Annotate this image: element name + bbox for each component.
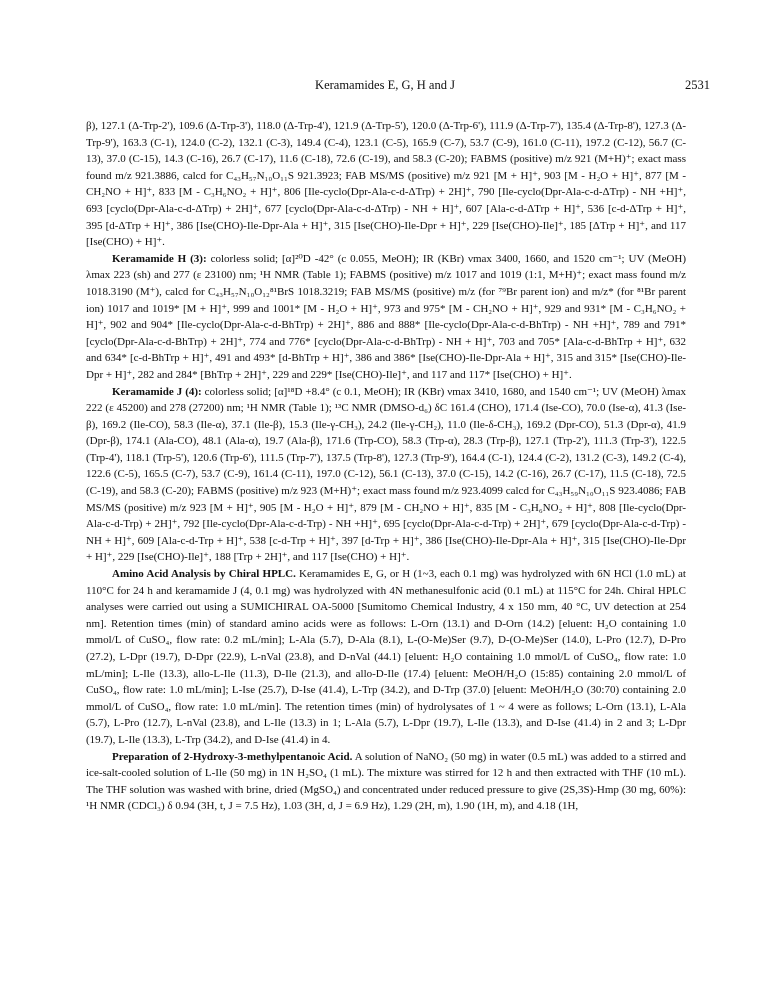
paragraph-keramamide-j [86,384,686,567]
page-number: 2531 [685,78,710,92]
body-text [86,118,686,815]
paragraph-heading: Keramamide J (4): [112,385,202,398]
paragraph-heading: Preparation of 2-Hydroxy-3-methylpentanoic Acid. [112,750,353,763]
running-title: Keramamides E, G, H and J [315,78,455,92]
paragraph-heading: Amino Acid Analysis by Chiral HPLC. [112,568,296,581]
page-header [60,78,710,96]
paragraph-heading: Keramamide H (3): [112,252,207,265]
paragraph-text: Keramamides E, G, or H (1~3, each 0.1 mg) was hydrolyzed with 6N HCl (1.0 mL) at 110°C for 24 h and keramamide J (4, 0.1 mg) was hydrolyzed with 4N methanesulfonic acid (0.1 mL) at 115°C for 24h. Chiral HPLC analyses were carried out using a SUMICHIRAL OA-5000 [Sumitomo Chemical Industry, 4 x 150 mm, 40 °C, UV detection at 254 nm]. Retention times (min) of standard amino acids were as follows: L-Orn (13.1) and D-Orn (14.2) [eluent: H₂O containing 1.0 mmol/L of CuSO₄, flow rate: 0.2 mL/min]; L-Ala (5.7), D-Ala (8.1), L-(O-Me)Ser (9.7), D-(O-Me)Ser (14.0), L-Pro (12.7), D-Pro (27.2), L-Dpr (19.7), D-Dpr (22.9), L-nVal (23.8), and D-nVal (44.1) [eluent: H₂O containing 1.0 mmol/L of CuSO₄, flow rate: 1.0 mL/min]; L-Ile (13.3), allo-L-Ile (11.3), D-Ile (21.3), and allo-D-Ile (17.4) [eluent: MeOH/H₂O (15:85) containing 2.0 mmol/L of CuSO₄, flow rate: 1.0 mL/min]; L-Ise (25.7), D-Ise (41.4), L-Trp (34.2), and D-Trp (37.0) [eluent: MeOH/H₂O (30:70) containing 2.0 mmol/L of CuSO₄, flow rate: 1.0 mL/min]. The retention times (min) of hydrolysates of 1 ~ 4 were as follows; L-Orn (13.1), L-Ala (5.7), L-Pro (12.7), L-nVal (23.8), and L-Ile (13.3) in 1; L-Ala (5.7), L-Dpr (19.7), L-Ile (13.3), and D-Ise (41.4) in 2 and 3; L-Dpr (19.7), L-Ile (13.3), L-Trp (34.2), and D-Ise (41.4) in 4. [86,568,686,746]
paragraph-text: colorless solid; [α]¹⁸D +8.4° (c 0.1, MeOH); IR (KBr) νmax 3410, 1680, and 1540 cm⁻¹; UV (MeOH) λmax 222 (ε 45200) and 278 (27200) nm; ¹H NMR (Table 1); ¹³C NMR (DMSO-d₆) δC 161.4 (CHO), 171.4 (Ise-CO), 70.0 (Ise-α), 41.3 (Ise-β), 169.2 (Ile-CO), 58.3 (Ile-α), 37.1 (Ile-β), 15.3 (Ile-γ-CH₃), 24.2 (Ile-γ-CH₂), 11.0 (Ile-δ-CH₃), 169.2 (Dpr-CO), 51.3 (Dpr-α), 41.9 (Dpr-β), 174.1 (Ala-CO), 48.1 (Ala-α), 19.7 (Ala-β), 171.6 (Trp-CO), 58.3 (Trp-α), 28.3 (Trp-β), 127.1 (Trp-2'), 111.3 (Trp-3'), 122.5 (Trp-4'), 118.1 (Trp-5'), 120.6 (Trp-6'), 111.5 (Trp-7'), 137.5 (Trp-8'), 127.3 (Trp-9'), 164.4 (C-1), 124.4 (C-2), 131.2 (C-3), 149.2 (C-4), 122.6 (C-5), 165.5 (C-7), 53.7 (C-9), 161.4 (C-11), 197.0 (C-12), 56.1 (C-13), 37.0 (C-15), 14.2 (C-16), 26.7 (C-17), 11.5 (C-18), 72.5 (C-19), and 58.3 (C-20); FABMS (positive) m/z 923 (M+H)⁺; exact mass found m/z 923.4099 calcd for C₄₃H₅₉N₁₀O₁₁S 923.4086; FAB MS/MS (positive) m/z 923 [M + H]⁺, 905 [M - H₂O + H]⁺, 879 [M - CH₂NO + H]⁺, 835 [M - C₃H₆NO₂ + H]⁺, 808 [Ile-cyclo(Dpr-Ala-c-d-Trp) + 2H]⁺, 792 [Ile-cyclo(Dpr-Ala-c-d-Trp) - NH +H]⁺, 695 [cyclo(Dpr-Ala-c-d-Trp) + 2H]⁺, 679 [cyclo(Dpr-Ala-c-d-Trp) - NH + H]⁺, 609 [Ala-c-d-Trp + H]⁺, 538 [c-d-Trp + H]⁺, 397 [d-Trp + H]⁺, 386 [Ise(CHO)-Ile-Dpr-Ala + H]⁺, 315 [Ise(CHO)-Ile-Dpr + H]⁺, 229 [Ise(CHO)-Ile]⁺, 188 [Trp + 2H]⁺, and 117 [Ise(CHO) + H]⁺. [86,385,686,564]
paragraph-amino-acid-analysis [86,566,686,749]
paragraph-1 [86,118,686,251]
paragraph-keramamide-h [86,251,686,384]
paragraph-text: A solution of NaNO₂ (50 mg) in water (0.5 mL) was added to a stirred and ice-salt-cooled solution of L-Ile (50 mg) in 1N H₂SO₄ (1 mL). The mixture was stirred for 12 h and then extracted with THF (10 mL). The THF solution was washed with brine, dried (MgSO₄) and concentrated under reduced pressure to give (2S,3S)-Hmp (30 mg, 60%): ¹H NMR (CDCl₃) δ 0.94 (3H, t, J = 7.5 Hz), 1.03 (3H, d, J = 6.9 Hz), 1.29 (2H, m), 1.90 (1H, m), and 4.18 (1H, [86,750,686,813]
paragraph-preparation [86,749,686,815]
paragraph-text: β), 127.1 (Δ-Trp-2'), 109.6 (Δ-Trp-3'), 118.0 (Δ-Trp-4'), 121.9 (Δ-Trp-5'), 120.0 (Δ-Trp-6'), 111.9 (Δ-Trp-7'), 135.4 (Δ-Trp-8'), 127.3 (Δ-Trp-9'), 163.3 (C-1), 124.0 (C-2), 132.1 (C-3), 149.4 (C-4), 123.1 (C-5), 165.9 (C-7), 53.7 (C-9), 161.0 (C-11), 197.2 (C-12), 56.7 (C-13), 37.0 (C-15), 14.3 (C-16), 26.7 (C-17), 11.6 (C-18), 72.6 (C-19), and 58.3 (C-20); FABMS (positive) m/z 921 (M+H)⁺; exact mass found m/z 921.3886, calcd for C₄₃H₅₇N₁₀O₁₁S 921.3923; FAB MS/MS (positive) m/z 921 [M + H]⁺, 903 [M - H₂O + H]⁺, 877 [M - CH₂NO + H]⁺, 833 [M - C₃H₆NO₂ + H]⁺, 806 [Ile-cyclo(Dpr-Ala-c-d-ΔTrp) + 2H]⁺, 790 [Ile-cyclo(Dpr-Ala-c-d-ΔTrp) - NH +H]⁺, 693 [cyclo(Dpr-Ala-c-d-ΔTrp) + 2H]⁺, 677 [cyclo(Dpr-Ala-c-d-ΔTrp) - NH + H]⁺, 607 [Ala-c-d-ΔTrp + H]⁺, 536 [c-d-ΔTrp + H]⁺, 395 [d-ΔTrp + H]⁺, 386 [Ise(CHO)-Ile-Dpr-Ala + H]⁺, 315 [Ise(CHO)-Ile-Dpr + H]⁺, 229 [Ise(CHO)-Ile]⁺, 185 [ΔTrp + H]⁺, and 117 [Ise(CHO) + H]⁺. [86,120,686,249]
paragraph-text: colorless solid; [α]²⁰D -42° (c 0.055, MeOH); IR (KBr) νmax 3400, 1660, and 1520 cm⁻¹; UV (MeOH) λmax 223 (sh) and 277 (ε 23100) nm; ¹H NMR (Table 1); FABMS (positive) m/z 1017 and 1019 (1:1, M+H)⁺; exact mass found m/z 1018.3190 (M⁺), calcd for C₄₃H₅₇N₁₀O₁₂⁸¹BrS 1018.3219; FAB MS/MS (positive) m/z (for ⁷⁹Br parent ion) and m/z* (for ⁸¹Br parent ion) 1017 and 1019* [M + H]⁺, 999 and 1001* [M - H₂O + H]⁺, 973 and 975* [M - CH₂NO + H]⁺, 929 and 931* [M - C₃H₆NO₂ + H]⁺, 902 and 904* [Ile-cyclo(Dpr-Ala-c-d-BhTrp) + 2H]⁺, 886 and 888* [Ile-cyclo(Dpr-Ala-c-d-BhTrp) - NH +H]⁺, 789 and 791* [cyclo(Dpr-Ala-c-d-BhTrp) + 2H]⁺, 774 and 776* [cyclo(Dpr-Ala-c-d-BhTrp) - NH + H]⁺, 703 and 705* [Ala-c-d-BhTrp + H]⁺, 632 and 634* [c-d-BhTrp + H]⁺, 491 and 493* [d-BhTrp + H]⁺, 386 and 386* [Ise(CHO)-Ile-Dpr-Ala + H]⁺, 315 and 315* [Ise(CHO)-Ile-Dpr + H]⁺, 282 and 284* [BhTrp + 2H]⁺, 229 and 229* [Ise(CHO)-Ile]⁺, and 117 and 117* [Ise(CHO) + H]⁺. [86,252,687,381]
